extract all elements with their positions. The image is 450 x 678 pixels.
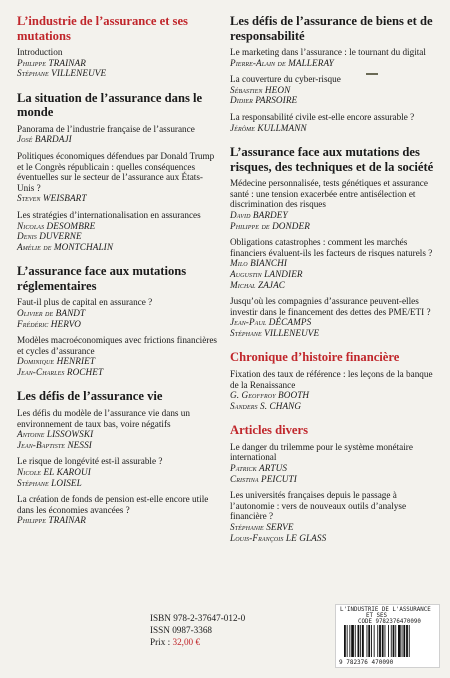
article-entry [17, 494, 217, 526]
article-entry [230, 490, 435, 543]
publication-info [150, 612, 245, 648]
section-title: Les défis de l’assurance vie [17, 389, 163, 404]
issn: ISSN 0987-3368 [150, 625, 213, 635]
section-title: L’industrie de l’assurance et ses mutations [17, 14, 188, 43]
author-name: Didier PARSOIRE [230, 95, 298, 106]
article-title: Les universités françaises depuis le passage à l’autonomie : vers de nouveaux outils d’analyse financière ? [230, 490, 407, 522]
article-entry [230, 178, 435, 231]
article-title: Les stratégies d’internationalisation en assurances [17, 209, 201, 220]
barcode-bar [351, 625, 354, 657]
author-name: David BARDEY [230, 209, 288, 220]
author-name: Denis DUVERNE [17, 231, 82, 242]
section-title: Les défis de l’assurance de biens et de responsabilité [230, 14, 433, 43]
article-title: Obligations catastrophes : comment les marchés financiers évaluent-ils les facteurs de risques naturels ? [230, 237, 433, 258]
right-column [230, 14, 435, 555]
section-title: L’assurance face aux mutations réglementaires [17, 264, 187, 293]
section [230, 14, 435, 133]
barcode-bar [374, 625, 375, 657]
article-entry [230, 112, 435, 133]
author-name: Frédéric HERVO [17, 318, 81, 329]
barcode-bar [402, 625, 403, 657]
article-title: Médecine personnalisée, tests génétiques et assurance santé : une tension exacerbée entre antisélection et discrimination des risques [230, 178, 428, 210]
article-title: Jusqu’où les compagnies d’assurance peuvent-elles investir dans le financement des dettes des PME/ETI ? [230, 296, 431, 317]
author-name: Stéphane LOISEL [17, 477, 82, 488]
article-entry [17, 210, 217, 252]
price-line [150, 636, 245, 648]
price-value: 32,00 € [172, 637, 201, 647]
author-name: Jérôme KULLMANN [230, 122, 307, 133]
article-entry [230, 74, 435, 106]
author-name: Jean-Baptiste NESSI [17, 439, 92, 450]
article-title: Le risque de longévité est-il assurable ? [17, 456, 163, 467]
barcode-bar [388, 625, 389, 657]
barcode-sticker [335, 604, 440, 668]
article-title: Faut-il plus de capital en assurance ? [17, 297, 153, 308]
article-entry [230, 442, 435, 484]
barcode-bar [347, 625, 348, 657]
author-name: Louis-François LE GLASS [230, 532, 327, 543]
article-title: Modèles macroéconomiques avec frictions financières et cycles d’assurance [17, 335, 218, 356]
section-title: La situation de l’assurance dans le monde [17, 90, 203, 120]
author-name: Augustin LANDIER [230, 268, 303, 279]
section [17, 264, 217, 377]
barcode-bar [377, 625, 378, 657]
author-name: Olivier de BANDT [17, 307, 86, 318]
barcode-number: 9 782376 470090 [339, 659, 394, 666]
author-name: Patrick ARTUS [230, 463, 288, 474]
author-name: Amélie de MONTCHALIN [17, 241, 114, 252]
author-name: G. Geoffroy BOOTH [230, 390, 310, 401]
author-name: Philippe de DONDER [230, 220, 310, 231]
author-name: Philippe TRAINAR [17, 57, 86, 68]
author-name: Stéphane VILLENEUVE [230, 327, 320, 338]
left-column [17, 14, 217, 538]
author-name: Philippe TRAINAR [17, 515, 86, 526]
barcode-bar [406, 625, 408, 657]
article-entry [17, 47, 217, 79]
author-name: Jean-Paul DÉCAMPS [230, 317, 312, 328]
barcode-bar [358, 625, 360, 657]
article-title: Introduction [17, 47, 63, 57]
barcode-bar [403, 625, 405, 657]
article-entry [17, 151, 217, 204]
article-title: Politiques économiques défendues par Donald Trump et le Congrès républicain : quelles conséquences éventuelles sur le secteur de l’assurance aux États-Unis ? [17, 150, 215, 193]
author-name: Pierre-Alain de MALLERAY [230, 57, 334, 68]
barcode-bar [355, 625, 356, 657]
section [230, 145, 435, 338]
author-name: Sébastien HEON [230, 84, 291, 95]
author-name: Dominique HENRIET [17, 356, 96, 367]
decorative-dash [366, 72, 380, 76]
barcode-bar [367, 625, 368, 657]
barcode-title: L'INDUSTRIE DE L'ASSURANCE [340, 607, 431, 613]
article-title: La responsabilité civile est-elle encore assurable ? [230, 111, 415, 122]
article-title: Le marketing dans l’assurance : le tournant du digital [230, 47, 426, 57]
article-title: La création de fonds de pension est-elle encore utile dans les économies avancées ? [17, 494, 209, 515]
article-entry [17, 456, 217, 488]
article-title: Le danger du trilemme pour le système monétaire international [230, 441, 413, 463]
section-title: Chronique d’histoire financière [230, 350, 400, 365]
author-name: Antoine LISSOWSKI [17, 429, 94, 440]
section [230, 350, 435, 411]
author-name: Milo BIANCHI [230, 258, 288, 269]
author-name: Nicole EL KAROUI [17, 466, 91, 477]
author-name: Michal ZAJAC [230, 279, 286, 290]
barcode-bar [385, 625, 386, 657]
barcode-bar [379, 625, 381, 657]
article-entry [17, 124, 217, 145]
article-entry [17, 297, 217, 329]
section [17, 91, 217, 253]
barcode-bar [344, 625, 346, 657]
barcode-bar [349, 625, 350, 657]
barcode-bar [382, 625, 384, 657]
author-name: Jean-Charles ROCHET [17, 366, 104, 377]
article-title: Fixation des taux de référence : les leçons de la banque de la Renaissance [230, 368, 433, 390]
article-entry [230, 296, 435, 338]
author-name: Steven WEISBART [17, 193, 87, 204]
author-name: José BARDAJI [17, 134, 72, 145]
barcode-bars [344, 625, 434, 657]
article-entry [230, 237, 435, 290]
barcode-bar [395, 625, 396, 657]
isbn: ISBN 978-2-37647-012-0 [150, 613, 246, 623]
author-name: Stéphanie SERVE [230, 522, 294, 532]
barcode-bar [398, 625, 401, 657]
barcode-bar [393, 625, 395, 657]
article-title: Les défis du modèle de l’assurance vie dans un environnement de taux bas, voire négatifs [17, 407, 190, 429]
section [17, 14, 217, 79]
section-title: Articles divers [230, 423, 308, 438]
barcode-bar [362, 625, 364, 657]
article-entry [17, 408, 217, 450]
section [17, 389, 217, 525]
barcode-bar [371, 625, 372, 657]
author-name: Cristina PEICUTI [230, 473, 297, 484]
section [230, 423, 435, 543]
article-entry [230, 47, 435, 68]
author-name: Sanders S. CHANG [230, 400, 302, 411]
barcode-bar [391, 625, 392, 657]
barcode-bar [360, 625, 361, 657]
barcode-code: CODE 9782376470090 [358, 619, 421, 625]
barcode-bar [409, 625, 410, 657]
barcode-bar [368, 625, 370, 657]
section-title: L’assurance face aux mutations des risques, des techniques et de la société [230, 145, 434, 174]
author-name: Nicolas DESOMBRE [17, 220, 96, 231]
barcode-subtitle: ET SES [366, 613, 387, 619]
price-label: Prix : [150, 637, 171, 647]
article-entry [17, 335, 217, 377]
article-entry [230, 369, 435, 411]
article-title: La couverture du cyber-risque [230, 74, 341, 85]
author-name: Stéphane VILLENEUVE [17, 68, 107, 79]
article-title: Panorama de l’industrie française de l’assurance [17, 123, 195, 134]
